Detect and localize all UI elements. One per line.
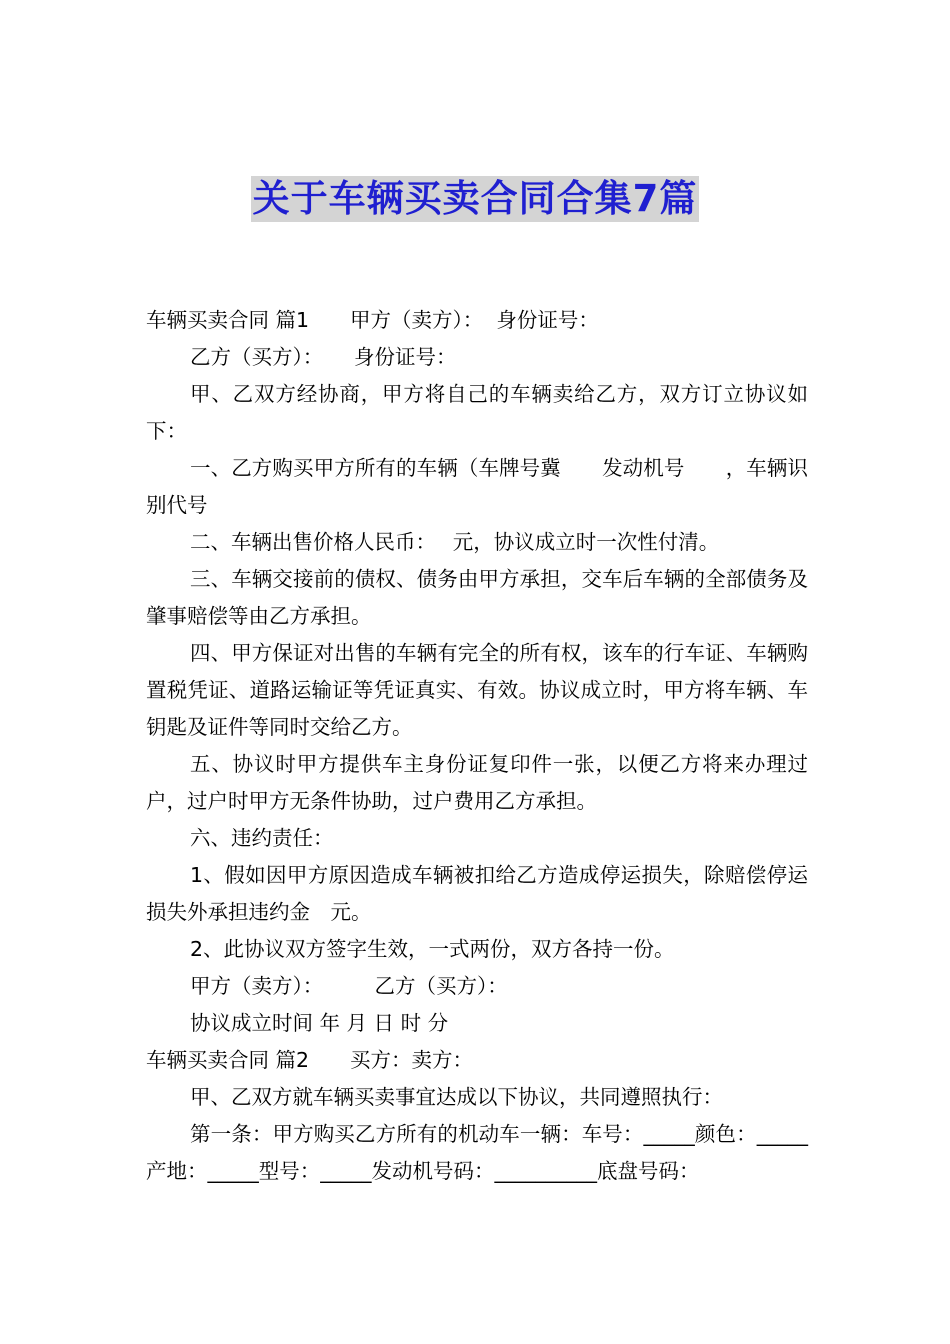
paragraph: 一、乙方购买甲方所有的车辆（车牌号冀 发动机号 ，车辆识别代号 [146,456,808,517]
paragraph: 第一条：甲方购买乙方所有的机动车一辆：车号：_____颜色：_____产地：_____型号：_____发动机号码：__________底盘号码： [146,1122,808,1183]
paragraph: 五、协议时甲方提供车主身份证复印件一张，以便乙方将来办理过户，过户时甲方无条件协助，过户费用乙方承担。 [146,752,808,813]
title-block [0,176,950,222]
paragraph: 六、违约责任： [190,826,334,850]
paragraph: 乙方（买方）： 身份证号： [190,345,457,369]
signature-line: 甲方（卖方）： 乙方（买方）： [190,974,508,998]
paragraph: 甲、乙双方经协商，甲方将自己的车辆卖给乙方，双方订立协议如下： [146,382,808,443]
paragraph-heading-2: 车辆买卖合同 篇2 买方：卖方： [146,1048,474,1072]
date-line: 协议成立时间 年 月 日 时 分 [190,1011,449,1035]
paragraph: 1、假如因甲方原因造成车辆被扣给乙方造成停运损失，除赔偿停运损失外承担违约金 元。 [146,863,808,924]
paragraph: 甲、乙双方就车辆买卖事宜达成以下协议，共同遵照执行： [190,1085,723,1109]
paragraph: 四、甲方保证对出售的车辆有完全的所有权，该车的行车证、车辆购置税凭证、道路运输证等凭证真实、有效。协议成立时，甲方将车辆、车钥匙及证件等同时交给乙方。 [146,641,808,739]
paragraph: 2、此协议双方签字生效，一式两份，双方各持一份。 [190,937,675,961]
document-title: 关于车辆买卖合同合集7篇 [252,177,698,220]
paragraph: 二、车辆出售价格人民币： 元，协议成立时一次性付清。 [190,530,720,554]
document-body [146,302,808,1190]
paragraph-heading-1: 车辆买卖合同 篇1 甲方（卖方）： 身份证号： [146,308,599,332]
paragraph: 三、车辆交接前的债权、债务由甲方承担，交车后车辆的全部债务及肇事赔偿等由乙方承担。 [146,567,808,628]
